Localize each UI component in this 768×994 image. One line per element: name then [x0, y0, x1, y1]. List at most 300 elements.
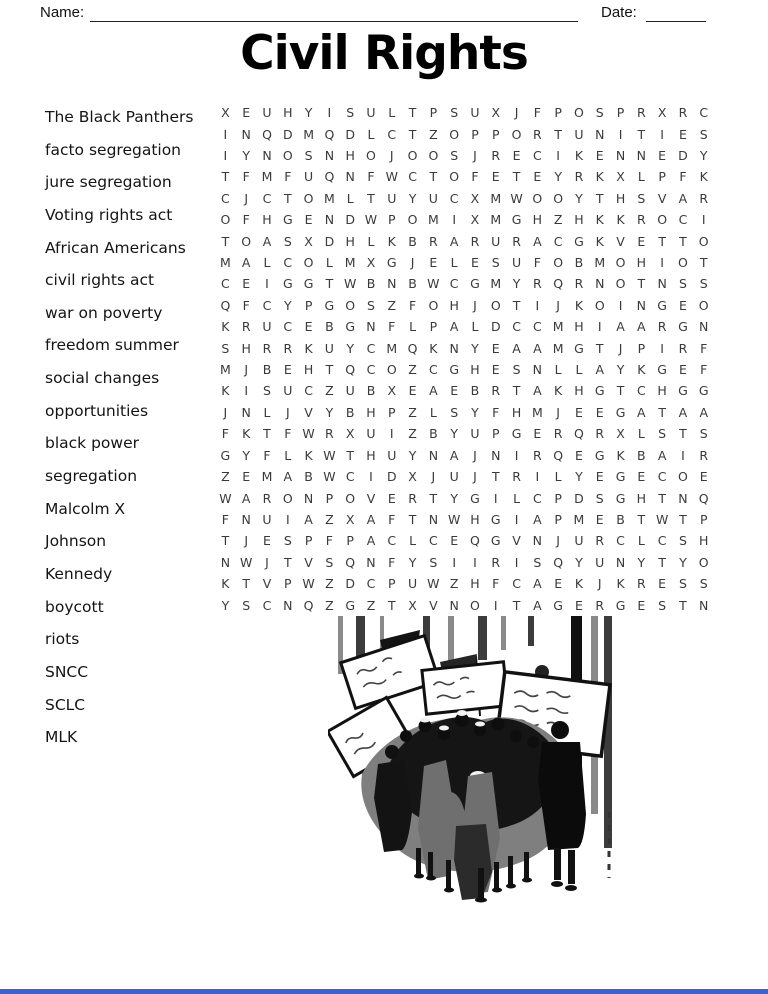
grid-cell: H	[283, 105, 293, 121]
grid-cell: D	[386, 469, 397, 485]
grid-cell: E	[637, 469, 646, 485]
grid-cell: T	[637, 276, 646, 292]
grid-cell: S	[699, 426, 708, 442]
grid-cell: G	[615, 404, 626, 420]
grid-cell: R	[512, 233, 521, 249]
grid-cell: C	[304, 383, 313, 399]
grid-cell: J	[389, 148, 394, 164]
grid-cell: Y	[575, 554, 583, 570]
grid-cell: L	[325, 255, 333, 271]
grid-cell: S	[263, 383, 271, 399]
grid-cell: E	[429, 255, 438, 271]
grid-cell: D	[345, 212, 355, 228]
grid-cell: L	[388, 105, 396, 121]
grid-cell: T	[637, 126, 646, 142]
grid-cell: S	[699, 576, 708, 592]
grid-cell: Y	[679, 554, 687, 570]
grid-cell: T	[429, 490, 438, 506]
grid-cell: F	[533, 255, 541, 271]
grid-cell: X	[387, 383, 397, 399]
grid-cell: L	[429, 404, 437, 420]
grid-cell: O	[532, 190, 543, 206]
grid-cell: R	[553, 426, 563, 442]
grid-cell: H	[470, 362, 480, 378]
grid-cell: N	[678, 490, 688, 506]
grid-cell: I	[493, 490, 498, 506]
grid-cell: P	[284, 576, 292, 592]
grid-cell: I	[660, 126, 664, 142]
grid-cell: K	[595, 169, 604, 185]
grid-cell: X	[345, 511, 355, 527]
grid-cell: O	[470, 597, 480, 613]
grid-cell: G	[220, 447, 231, 463]
grid-cell: O	[345, 297, 356, 313]
grid-cell: T	[221, 233, 230, 249]
grid-cell: T	[595, 340, 604, 356]
grid-cell: S	[658, 597, 667, 613]
grid-cell: R	[533, 276, 542, 292]
grid-cell: G	[345, 597, 356, 613]
grid-cell: M	[594, 255, 606, 271]
grid-cell: I	[660, 340, 664, 356]
grid-cell: O	[553, 255, 564, 271]
grid-cell: N	[428, 511, 439, 527]
grid-cell: M	[220, 362, 231, 378]
grid-cell: B	[429, 426, 438, 442]
grid-cell: C	[657, 469, 667, 485]
grid-cell: N	[615, 148, 626, 164]
word-list-item: facto segregation	[45, 140, 182, 159]
grid-cell: T	[408, 126, 417, 142]
grid-cell: D	[345, 126, 355, 142]
grid-cell: Z	[325, 511, 334, 527]
grid-cell: N	[699, 319, 709, 335]
grid-cell: G	[303, 276, 314, 292]
grid-cell: O	[574, 105, 584, 121]
grid-cell: O	[698, 233, 709, 249]
grid-cell: X	[221, 105, 230, 121]
grid-cell: L	[409, 533, 417, 549]
grid-cell: C	[553, 233, 563, 249]
grid-cell: J	[244, 362, 249, 378]
grid-cell: M	[261, 469, 273, 485]
grid-cell: I	[514, 554, 519, 570]
grid-cell: G	[615, 469, 626, 485]
grid-cell: F	[221, 511, 229, 527]
grid-cell: P	[388, 212, 396, 228]
grid-cell: M	[531, 404, 543, 420]
grid-cell: X	[408, 469, 417, 485]
grid-cell: Q	[553, 447, 564, 463]
grid-cell: C	[532, 490, 542, 506]
grid-cell: A	[262, 233, 272, 249]
grid-cell: I	[389, 426, 394, 442]
grid-cell: Y	[408, 190, 417, 206]
grid-cell: O	[698, 554, 709, 570]
grid-cell: L	[554, 469, 562, 485]
grid-cell: R	[429, 233, 438, 249]
grid-cell: N	[657, 276, 667, 292]
grid-cell: F	[367, 169, 375, 185]
grid-cell: O	[241, 233, 252, 249]
grid-cell: H	[470, 511, 480, 527]
grid-cell: R	[512, 469, 521, 485]
grid-cell: O	[303, 190, 314, 206]
grid-cell: M	[323, 190, 335, 206]
grid-cell: R	[678, 340, 688, 356]
grid-cell: Y	[512, 276, 521, 292]
grid-cell: T	[512, 383, 521, 399]
grid-cell: M	[573, 511, 585, 527]
grid-cell: W	[385, 169, 398, 185]
grid-cell: T	[679, 511, 687, 527]
grid-cell: S	[346, 105, 355, 121]
grid-cell: O	[511, 126, 522, 142]
grid-cell: Y	[554, 169, 562, 185]
grid-cell: U	[283, 383, 293, 399]
grid-cell: N	[636, 297, 647, 313]
grid-cell: F	[700, 340, 708, 356]
grid-cell: V	[304, 404, 313, 420]
grid-cell: A	[616, 319, 625, 335]
grid-cell: U	[262, 105, 272, 121]
grid-cell: S	[450, 105, 459, 121]
grid-cell: I	[327, 105, 332, 121]
grid-cell: H	[636, 255, 647, 271]
grid-cell: F	[325, 533, 333, 549]
grid-cell: M	[552, 340, 564, 356]
grid-cell: Z	[387, 297, 397, 313]
grid-cell: P	[699, 511, 708, 527]
grid-cell: E	[242, 276, 251, 292]
grid-cell: M	[552, 319, 564, 335]
grid-cell: C	[429, 533, 438, 549]
grid-cell: I	[556, 148, 560, 164]
grid-cell: P	[388, 576, 396, 592]
grid-cell: Y	[221, 597, 230, 613]
grid-cell: C	[283, 319, 293, 335]
grid-cell: P	[491, 126, 500, 142]
grid-cell: O	[303, 255, 314, 271]
grid-cell: H	[699, 533, 709, 549]
grid-cell: A	[637, 319, 646, 335]
grid-cell: L	[637, 426, 645, 442]
grid-cell: R	[636, 212, 646, 228]
grid-cell: Z	[366, 597, 376, 613]
grid-cell: R	[595, 426, 605, 442]
grid-cell: Q	[407, 340, 418, 356]
grid-cell: T	[263, 426, 271, 442]
grid-cell: Y	[575, 190, 583, 206]
grid-cell: N	[428, 447, 439, 463]
grid-cell: L	[554, 362, 562, 378]
grid-cell: Z	[325, 576, 334, 592]
grid-cell: Y	[699, 148, 708, 164]
grid-cell: U	[366, 426, 376, 442]
grid-cell: H	[657, 383, 667, 399]
grid-cell: M	[220, 255, 231, 271]
grid-cell: F	[679, 169, 687, 185]
grid-cell: G	[511, 212, 522, 228]
grid-cell: M	[386, 340, 398, 356]
grid-cell: N	[283, 597, 293, 613]
grid-cell: B	[637, 447, 646, 463]
grid-cell: C	[262, 597, 272, 613]
grid-cell: N	[324, 212, 335, 228]
grid-cell: T	[325, 276, 334, 292]
grid-cell: L	[637, 533, 645, 549]
grid-cell: F	[408, 297, 417, 313]
grid-cell: I	[660, 255, 664, 271]
grid-cell: E	[491, 169, 500, 185]
grid-cell: A	[678, 404, 688, 420]
grid-cell: E	[387, 490, 396, 506]
grid-cell: F	[284, 426, 292, 442]
grid-cell: X	[616, 426, 625, 442]
grid-cell: S	[304, 148, 313, 164]
grid-cell: C	[408, 169, 417, 185]
grid-cell: A	[241, 255, 251, 271]
grid-cell: C	[366, 576, 376, 592]
grid-cell: P	[388, 404, 396, 420]
grid-cell: H	[262, 212, 272, 228]
grid-cell: Q	[698, 490, 709, 506]
grid-cell: Z	[408, 404, 417, 420]
grid-cell: N	[366, 319, 376, 335]
grid-cell: E	[678, 126, 687, 142]
grid-cell: G	[470, 490, 480, 506]
grid-cell: B	[574, 255, 584, 271]
grid-cell: A	[512, 340, 521, 356]
grid-cell: Y	[450, 426, 458, 442]
grid-cell: C	[429, 362, 438, 378]
grid-cell: J	[473, 297, 477, 313]
grid-cell: C	[449, 276, 459, 292]
grid-cell: R	[636, 576, 646, 592]
grid-cell: B	[325, 319, 334, 335]
grid-cell: E	[304, 212, 313, 228]
grid-cell: T	[679, 233, 687, 249]
grid-cell: J	[556, 533, 560, 549]
grid-cell: G	[594, 447, 605, 463]
grid-cell: U	[324, 340, 334, 356]
grid-cell: T	[408, 105, 417, 121]
grid-cell: F	[221, 426, 229, 442]
grid-cell: N	[220, 554, 231, 570]
grid-cell: W	[510, 190, 523, 206]
grid-cell: T	[595, 190, 604, 206]
grid-cell: Y	[304, 105, 313, 121]
grid-cell: A	[366, 533, 376, 549]
grid-cell: J	[285, 404, 290, 420]
grid-cell: F	[388, 511, 396, 527]
grid-cell: L	[513, 490, 521, 506]
grid-cell: S	[512, 362, 521, 378]
grid-cell: W	[364, 212, 378, 228]
grid-cell: R	[325, 426, 334, 442]
grid-cell: A	[533, 597, 542, 613]
grid-cell: H	[366, 404, 376, 420]
grid-cell: G	[511, 426, 522, 442]
grid-cell: G	[324, 297, 335, 313]
grid-cell: A	[533, 576, 542, 592]
word-search-grid	[215, 102, 714, 616]
grid-cell: T	[512, 297, 521, 313]
grid-cell: T	[512, 597, 521, 613]
grid-cell: G	[490, 533, 501, 549]
grid-cell: R	[491, 383, 501, 399]
grid-cell: K	[554, 383, 563, 399]
grid-cell: O	[615, 255, 626, 271]
grid-cell: E	[574, 447, 583, 463]
grid-cell: U	[366, 105, 376, 121]
grid-cell: N	[241, 404, 251, 420]
word-list-item: SCLC	[45, 695, 86, 714]
grid-cell: I	[223, 126, 228, 142]
grid-cell: P	[554, 490, 562, 506]
grid-cell: G	[553, 597, 563, 613]
grid-cell: W	[427, 576, 440, 592]
grid-cell: K	[574, 576, 584, 592]
grid-cell: K	[429, 340, 438, 356]
grid-cell: K	[574, 297, 584, 313]
grid-cell: Q	[553, 276, 564, 292]
grid-cell: R	[574, 169, 584, 185]
grid-cell: R	[491, 554, 501, 570]
grid-cell: W	[655, 511, 669, 527]
grid-cell: R	[636, 105, 646, 121]
grid-cell: T	[221, 533, 230, 549]
grid-cell: C	[345, 469, 355, 485]
grid-cell: F	[471, 169, 479, 185]
grid-cell: N	[595, 126, 605, 142]
grid-cell: O	[428, 297, 439, 313]
grid-cell: F	[242, 169, 250, 185]
grid-cell: J	[223, 404, 228, 420]
grid-cell: Z	[408, 362, 417, 378]
grid-cell: N	[491, 447, 501, 463]
grid-cell: E	[678, 362, 687, 378]
grid-cell: C	[616, 533, 625, 549]
grid-cell: O	[345, 490, 356, 506]
grid-cell: W	[219, 490, 232, 506]
grid-cell: O	[282, 148, 293, 164]
grid-cell: O	[615, 276, 626, 292]
grid-cell: G	[574, 340, 584, 356]
grid-cell: Q	[345, 554, 356, 570]
name-blank-line	[90, 7, 578, 22]
grid-cell: U	[262, 511, 272, 527]
grid-cell: V	[304, 554, 313, 570]
grid-cell: L	[450, 255, 458, 271]
grid-cell: P	[554, 511, 562, 527]
grid-cell: X	[657, 105, 667, 121]
grid-cell: O	[490, 297, 501, 313]
grid-cell: V	[429, 597, 438, 613]
grid-cell: P	[491, 426, 500, 442]
grid-cell: J	[556, 404, 560, 420]
grid-cell: U	[595, 554, 605, 570]
grid-cell: Z	[429, 126, 438, 142]
grid-cell: S	[678, 576, 687, 592]
grid-cell: W	[302, 576, 315, 592]
grid-cell: J	[473, 148, 477, 164]
grid-cell: E	[658, 148, 667, 164]
grid-cell: Q	[324, 169, 335, 185]
grid-cell: M	[490, 276, 502, 292]
grid-cell: A	[304, 511, 313, 527]
grid-cell: O	[678, 255, 688, 271]
grid-cell: O	[698, 297, 709, 313]
grid-cell: Y	[283, 297, 292, 313]
grid-cell: T	[679, 426, 687, 442]
grid-cell: I	[514, 511, 519, 527]
grid-cell: K	[574, 148, 584, 164]
grid-cell: N	[615, 554, 626, 570]
grid-cell: U	[387, 190, 397, 206]
grid-cell: E	[637, 233, 646, 249]
grid-cell: U	[511, 255, 522, 271]
grid-cell: R	[408, 490, 417, 506]
grid-cell: N	[366, 554, 376, 570]
grid-cell: H	[511, 404, 522, 420]
grid-cell: K	[616, 212, 625, 228]
grid-cell: K	[387, 233, 396, 249]
grid-cell: U	[574, 533, 584, 549]
grid-cell: V	[366, 490, 376, 506]
grid-cell: L	[637, 169, 645, 185]
grid-cell: T	[429, 169, 438, 185]
grid-cell: S	[429, 554, 438, 570]
grid-cell: R	[262, 490, 272, 506]
word-list-item: MLK	[45, 728, 78, 747]
grid-cell: K	[304, 447, 313, 463]
grid-cell: I	[285, 511, 290, 527]
grid-cell: Y	[242, 148, 251, 164]
grid-cell: C	[221, 190, 230, 206]
grid-cell: G	[282, 212, 293, 228]
grid-cell: H	[574, 212, 584, 228]
grid-cell: C	[532, 148, 542, 164]
grid-cell: I	[535, 469, 540, 485]
grid-cell: K	[595, 212, 604, 228]
grid-cell: N	[595, 276, 605, 292]
grid-cell: L	[284, 447, 292, 463]
grid-cell: X	[408, 597, 417, 613]
grid-cell: J	[431, 469, 436, 485]
grid-cell: F	[492, 404, 500, 420]
grid-cell: K	[221, 319, 230, 335]
grid-cell: B	[345, 404, 355, 420]
grid-cell: K	[699, 169, 708, 185]
grid-cell: A	[366, 511, 376, 527]
grid-cell: B	[408, 276, 417, 292]
grid-cell: C	[387, 533, 397, 549]
grid-cell: F	[492, 576, 500, 592]
picket-sign	[422, 662, 508, 714]
grid-cell: T	[699, 255, 708, 271]
word-list-item: Johnson	[45, 532, 107, 551]
grid-cell: K	[242, 426, 251, 442]
grid-cell: E	[595, 404, 604, 420]
grid-cell: H	[636, 490, 647, 506]
grid-cell: E	[595, 148, 604, 164]
page-title: Civil Rights	[240, 26, 528, 81]
grid-cell: A	[241, 490, 251, 506]
grid-cell: E	[242, 105, 251, 121]
grid-cell: E	[595, 469, 604, 485]
grid-cell: R	[533, 126, 542, 142]
